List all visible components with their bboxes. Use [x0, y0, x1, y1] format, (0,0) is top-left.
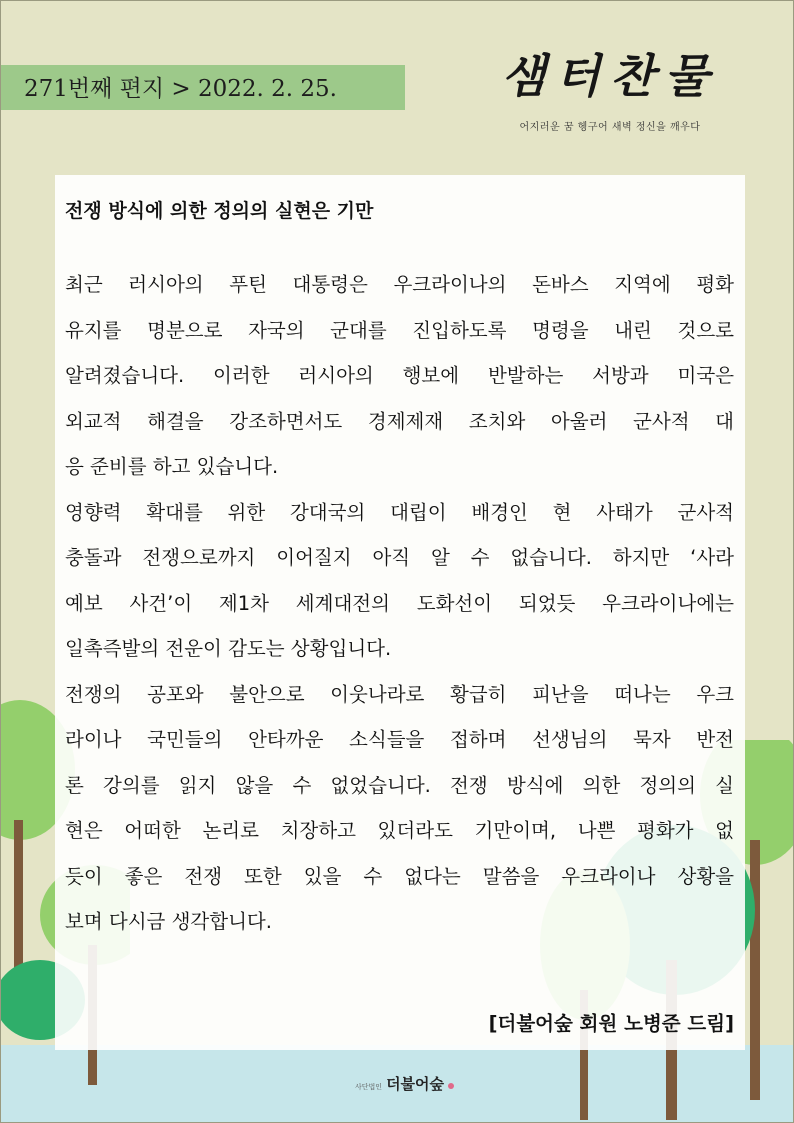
letter-line: 알려졌습니다. 이러한 러시아의 행보에 반발하는 서방과 미국은: [65, 364, 734, 387]
letter-line: 최근 러시아의 푸틴 대통령은 우크라이나의 돈바스 지역에 평화: [65, 273, 734, 296]
letter-line: 라이나 국민들의 안타까운 소식들을 접하며 선생님의 묵자 반전: [65, 728, 734, 751]
letter-line: 충돌과 전쟁으로까지 이어질지 아직 알 수 없습니다. 하지만 ‘사라: [65, 546, 734, 569]
letter-line: 외교적 해결을 강조하면서도 경제제재 조치와 아울러 군사적 대: [65, 409, 734, 433]
letter-line: 론 강의를 읽지 않을 수 없었습니다. 전쟁 방식에 의한 정의의 실: [65, 773, 734, 797]
brand-title: 샘터찬물: [501, 49, 719, 103]
footer-logo: [355, 1073, 454, 1094]
letter-line: 예보 사건’이 제1차 세계대전의 도화선이 되었듯 우크라이나에는: [65, 591, 734, 615]
letter-line: 응 준비를 하고 있습니다.: [65, 455, 279, 478]
letter-line: 현은 어떠한 논리로 치장하고 있더라도 기만이며, 나쁜 평화가 없: [65, 819, 734, 842]
letter-line: 듯이 좋은 전쟁 또한 있을 수 없다는 말씀을 우크라이나 상황을: [65, 864, 734, 888]
letter-line: 전쟁의 공포와 불안으로 이웃나라로 황급히 피난을 떠나는 우크: [65, 682, 734, 706]
issue-date-label: 271번째 편지 > 2022. 2. 25.: [24, 76, 337, 102]
letter-title: 전쟁 방식에 의한 정의의 실현은 기만: [65, 200, 374, 222]
letter-line: 영향력 확대를 위한 강대국의 대립이 배경인 현 사태가 군사적: [65, 500, 734, 524]
letter-body: [65, 262, 734, 945]
footer-org-name: 더불어숲: [386, 1075, 445, 1093]
flower-icon: [448, 1083, 454, 1089]
letter-line: 보며 다시금 생각합니다.: [65, 910, 272, 933]
letter-line: 일촉즉발의 전운이 감도는 상황입니다.: [65, 637, 392, 660]
letter-line: 유지를 명분으로 자국의 군대를 진입하도록 명령을 내린 것으로: [65, 318, 734, 342]
letter-signature: [더불어숲 회원 노병준 드림]: [488, 1012, 734, 1035]
footer-org-type: 사단법인: [355, 1083, 383, 1091]
brand-subtitle: 어지러운 꿈 헹구어 새벽 정신을 깨우다: [519, 122, 701, 133]
